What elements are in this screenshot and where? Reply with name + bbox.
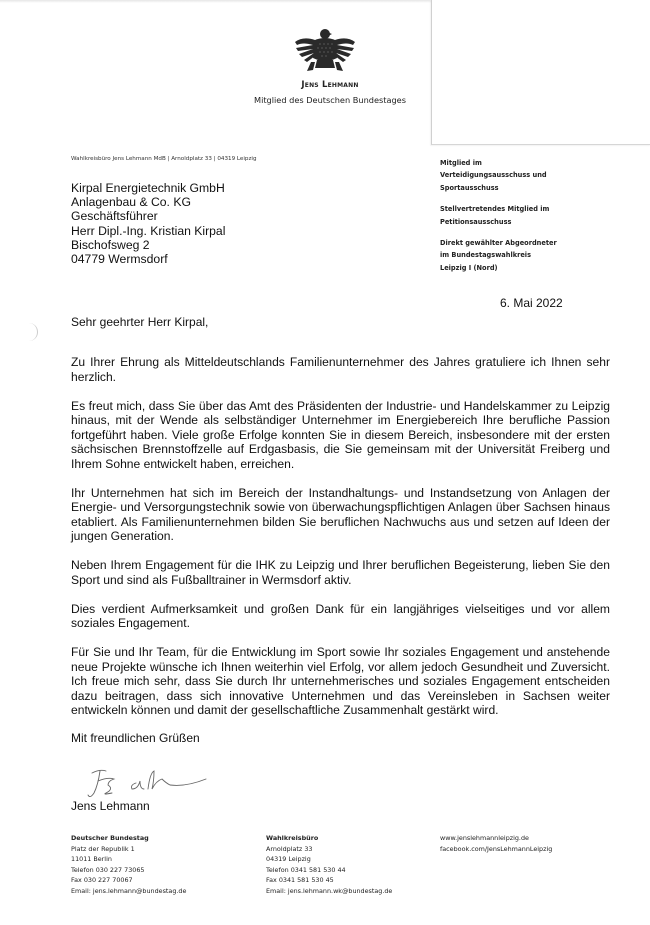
- footer-line: Fax 0341 581 530 45: [266, 876, 334, 884]
- info-line: Petitionsausschuss: [440, 217, 512, 226]
- letter-date: 6. Mai 2022: [500, 296, 563, 310]
- footer-line: Fax 030 227 70067: [71, 876, 133, 884]
- paper-overlay: [431, 0, 650, 145]
- footer-website: www.jenslehmannleipzig.de: [440, 834, 529, 842]
- info-line: Leipzig I (Nord): [440, 263, 498, 272]
- footer-email: Email: jens.lehmann@bundestag.de: [71, 886, 187, 895]
- recipient-line: Kirpal Energietechnik GmbH: [71, 181, 225, 195]
- recipient-line: Geschäftsführer: [71, 209, 158, 224]
- footer-heading: Deutscher Bundestag: [71, 834, 149, 842]
- body-paragraph: Es freut mich, dass Sie über das Amt des Präsidenten der Industrie- und Handelskammer zu Leipzig hinaus, mit der Wende als selbständiger Unternehmer im Energiebereich Ihre berufliche Passion fortgeführt haben. Viele große Erfolge konnten Sie in diesem Bereich, insbesondere mit der ersten sächsischen Brennstoffzelle auf Erdgasbasis, die Sie gemeinsam mit der Universität Freiberg und Ihrem Sohne entwickelt haben, erreichen.: [71, 398, 610, 471]
- body-paragraph: Zu Ihrer Ehrung als Mitteldeutschlands Familienunternehmer des Jahres gratuliere ich Ihnen sehr herzlich.: [71, 355, 610, 384]
- recipient-line: 04779 Wermsdorf: [71, 252, 168, 267]
- signer-name: Jens Lehmann: [71, 799, 150, 813]
- footer-line: 11011 Berlin: [71, 855, 112, 863]
- footer-bundestag: [71, 833, 186, 896]
- info-line: im Bundestagswahlkreis: [440, 251, 531, 260]
- letter-body: [71, 355, 610, 732]
- salutation: Sehr geehrter Herr Kirpal,: [71, 315, 209, 329]
- footer-line: Platz der Republik 1: [71, 844, 135, 853]
- recipient-line: Herr Dipl.-Ing. Kristian Kirpal: [71, 223, 226, 238]
- sender-line: Wahlkreisbüro Jens Lehmann MdB | Arnoldplatz 33 | 04319 Leipzig: [71, 156, 257, 162]
- recipient-line: Bischofsweg 2: [71, 237, 150, 252]
- info-line: Verteidigungsausschuss und: [440, 171, 547, 180]
- body-paragraph: Dies verdient Aufmerksamkeit und großen Dank für ein langjähriges vielseitiges und vor allem soziales Engagement.: [71, 601, 610, 630]
- mp-title: Mitglied des Deutschen Bundestages: [254, 95, 406, 105]
- info-line: Sportausschuss: [440, 183, 499, 192]
- footer-email: Email: jens.lehmann.wk@bundestag.de: [266, 886, 393, 895]
- handwritten-signature-icon: [86, 763, 211, 803]
- footer-facebook: facebook.com/JensLehmannLeipzig: [440, 844, 553, 853]
- footer-line: Telefon 030 227 73065: [71, 865, 145, 874]
- info-line: Mitglied im: [440, 159, 482, 167]
- committee-info: [440, 157, 557, 283]
- deputy-membership: [440, 203, 557, 228]
- body-paragraph: Neben Ihrem Engagement für die IHK zu Leipzig und Ihrer beruflichen Begeisterung, lieben Sie den Sport und sind als Fußballtrainer in Wermsdorf aktiv.: [71, 558, 610, 587]
- body-paragraph: Für Sie und Ihr Team, für die Entwicklung im Sport sowie Ihr soziales Engagement und anstehende neue Projekte wünsche ich Ihnen weiterhin viel Erfolg, vor allem jedoch Gesundheit und Zuversicht. Ich freue mich sehr, dass Sie durch Ihr unternehmerisches und soziales Engagement entscheiden dazu beitragen, dass sich innovative Unternehmen und das Vereinsleben in Sachsen weiter entwickeln können und damit der gesellschaftliche Zusammenhalt gestärkt wird.: [71, 645, 610, 717]
- footer-line: Telefon 0341 581 530 44: [266, 865, 346, 874]
- committee-membership: [440, 157, 557, 194]
- mp-name: Jens Lehmann: [301, 80, 359, 90]
- recipient-line: Anlagenbau & Co. KG: [71, 195, 191, 210]
- footer-heading: Wahlkreisbüro: [266, 834, 319, 842]
- closing: Mit freundlichen Grüßen: [71, 731, 200, 745]
- footer-line: 04319 Leipzig: [266, 855, 311, 863]
- info-line: Direkt gewählter Abgeordneter: [440, 239, 557, 248]
- bundesadler-eagle-icon: [293, 28, 357, 74]
- footer-web: [440, 833, 552, 854]
- constituency-info: [440, 237, 557, 274]
- footer-wahlkreisbuero: [266, 833, 392, 896]
- footer-line: Arnoldplatz 33: [266, 844, 313, 853]
- info-line: Stellvertretendes Mitglied im: [440, 205, 550, 214]
- body-paragraph: Ihr Unternehmen hat sich im Bereich der Instandhaltungs- und Instandsetzung von Anlagen der Energie- und Versorgungstechnik sowie von überwachungspflichtigen Anlagen über Sachsen hinaus etabliert. Als Familienunternehmen bilden Sie beruflichen Nachwuchs aus und setzen auf Ideen der jungen Generation.: [71, 485, 610, 543]
- fold-mark: [25, 323, 38, 341]
- recipient-address: [71, 181, 225, 266]
